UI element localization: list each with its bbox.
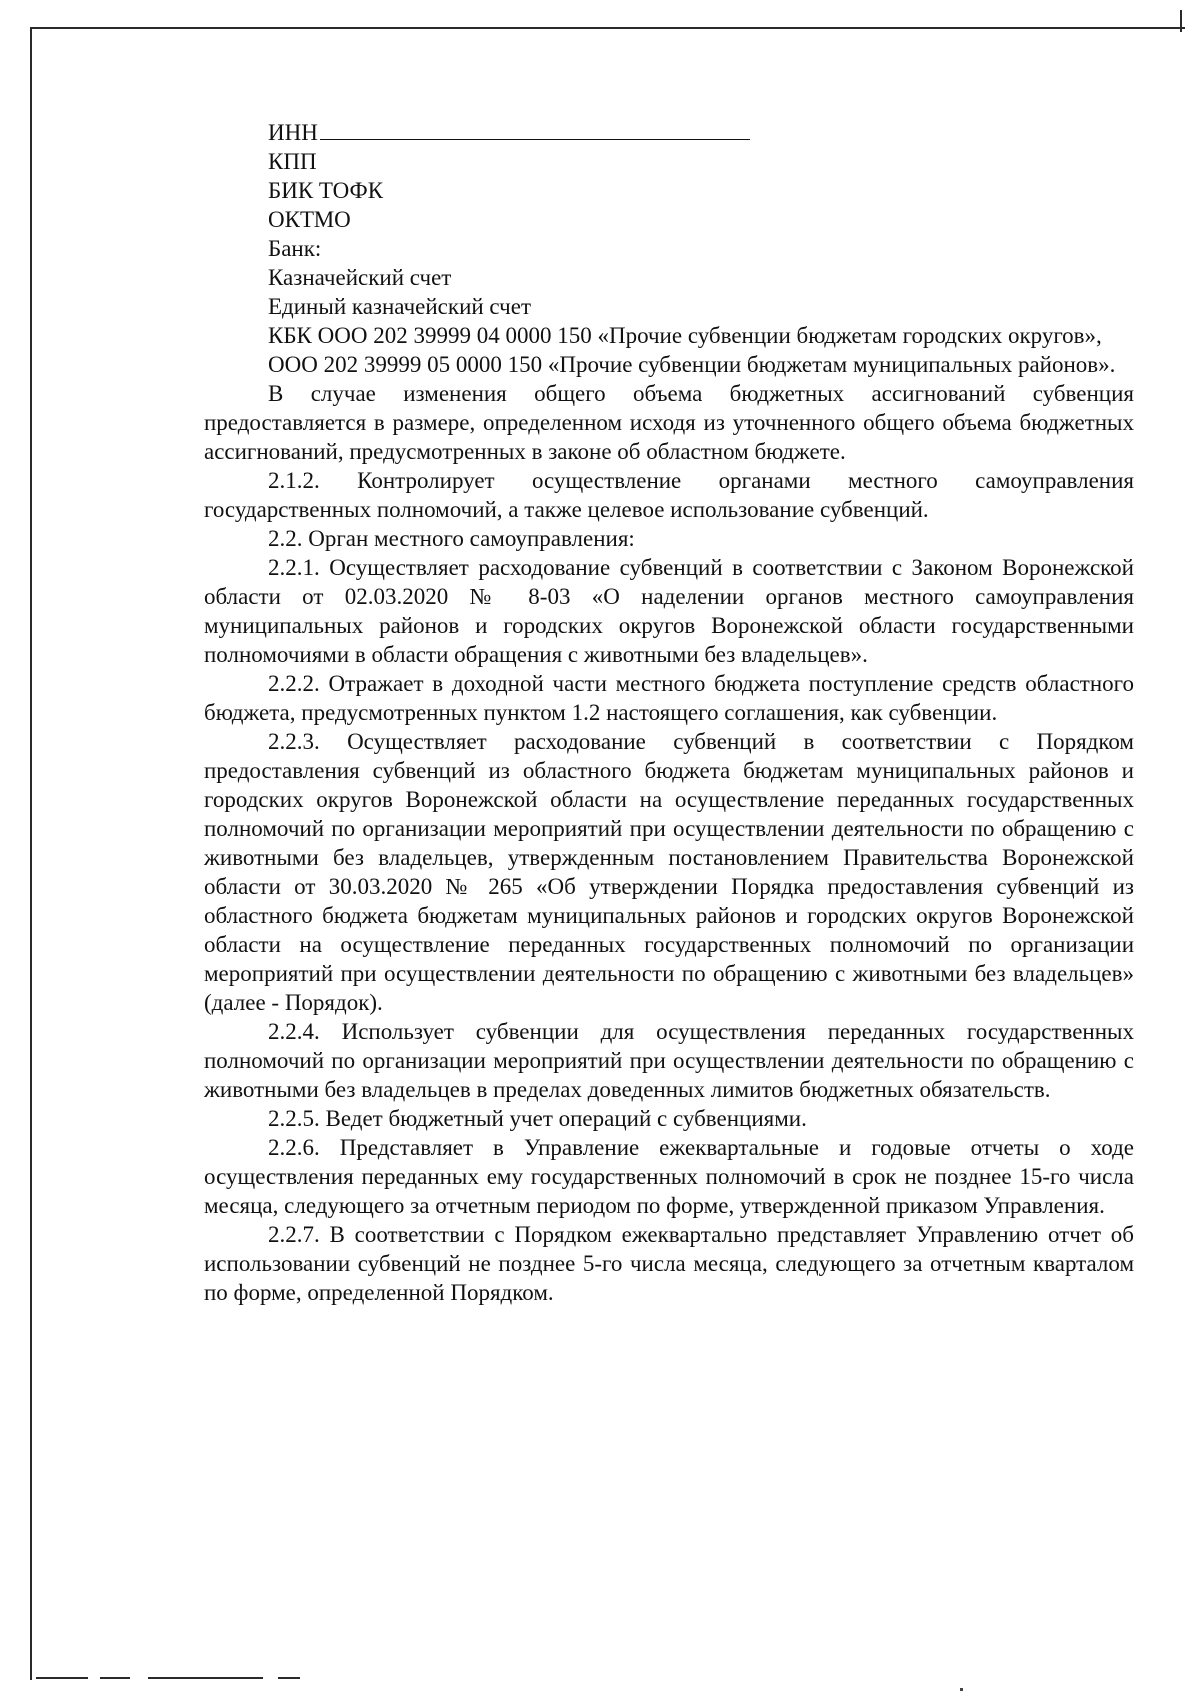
- scan-bottom-mark: [100, 1677, 130, 1679]
- scan-bottom-mark: [148, 1677, 263, 1679]
- paragraph-2-2-2: 2.2.2. Отражает в доходной части местного бюджета поступление средств областного бюджета, предусмотренных пунктом 1.2 настоящего соглашения, как субвенции.: [204, 671, 1134, 725]
- treasury-account-label: Казначейский счет: [268, 265, 452, 290]
- bank-label: Банк:: [268, 236, 322, 261]
- paragraph-2-2-3: 2.2.3. Осуществляет расходование субвенций в соответствии с Порядком предоставления субвенций из областного бюджета бюджетам муниципальных районов и городских округов Воронежской области на осуществление переданных государственных полномочий по организации мероприятий при осуществлении деятельности по обращению с животными без владельцев, утвержденным постановлением Правительства Воронежской области от 30.03.2020 № 265 «Об утверждении Порядка предоставления субвенций из областного бюджета бюджетам муниципальных районов и городских округов Воронежской области на осуществление переданных государственных полномочий по организации мероприятий при осуществлении деятельности по обращению с животными без владельцев» (далее - Порядок).: [204, 729, 1134, 1015]
- paragraph-2-2-6: 2.2.6. Представляет в Управление ежеквартальные и годовые отчеты о ходе осуществления переданных ему государственных полномочий в срок не позднее 15-го числа месяца, следующего за отчетным периодом по форме, утвержденной приказом Управления.: [204, 1135, 1134, 1218]
- document-body: [204, 118, 1134, 1307]
- scan-speck: [960, 1688, 963, 1691]
- kbk-line-1: КБК ООО 202 39999 04 0000 150 «Прочие субвенции бюджетам городских округов»,: [268, 323, 1102, 348]
- scan-bottom-mark: [278, 1677, 300, 1679]
- paragraph-2-1-2: 2.1.2. Контролирует осуществление органами местного самоуправления государственных полномочий, а также целевое использование субвенций.: [204, 468, 1134, 522]
- paragraph-subvention-change: В случае изменения общего объема бюджетных ассигнований субвенция предоставляется в размере, определенном исходя из уточненного общего объема бюджетных ассигнований, предусмотренных в законе об областном бюджете.: [204, 381, 1134, 464]
- paragraph-2-2: 2.2. Орган местного самоуправления:: [268, 526, 635, 551]
- oktmo-label: ОКТМО: [268, 207, 351, 232]
- scan-border-top: [30, 27, 1185, 29]
- scan-bottom-mark: [36, 1677, 88, 1679]
- scan-border-right: [1180, 10, 1182, 32]
- paragraph-2-2-4: 2.2.4. Использует субвенции для осуществления переданных государственных полномочий по организации мероприятий при осуществлении деятельности по обращению с животными без владельцев в пределах доведенных лимитов бюджетных обязательств.: [204, 1019, 1134, 1102]
- inn-line: [204, 118, 1134, 147]
- bik-label: БИК ТОФК: [268, 178, 384, 203]
- paragraph-2-2-1: 2.2.1. Осуществляет расходование субвенций в соответствии с Законом Воронежской области от 02.03.2020 № 8-03 «О наделении органов местного самоуправления муниципальных районов и городских округов Воронежской области государственными полномочиями в области обращения с животными без владельцев».: [204, 555, 1134, 667]
- kbk-line-2: ООО 202 39999 05 0000 150 «Прочие субвенции бюджетам муниципальных районов».: [268, 352, 1116, 377]
- inn-label: ИНН: [268, 120, 318, 145]
- paragraph-2-2-7: 2.2.7. В соответствии с Порядком ежеквартально представляет Управлению отчет об использовании субвенций не позднее 5-го числа месяца, следующего за отчетным кварталом по форме, определенной Порядком.: [204, 1222, 1134, 1305]
- single-treasury-account-label: Единый казначейский счет: [268, 294, 532, 319]
- inn-blank-field: [320, 119, 750, 140]
- kpp-label: КПП: [268, 149, 317, 174]
- paragraph-2-2-5: 2.2.5. Ведет бюджетный учет операций с субвенциями.: [268, 1106, 807, 1131]
- scan-border-left: [30, 27, 32, 1680]
